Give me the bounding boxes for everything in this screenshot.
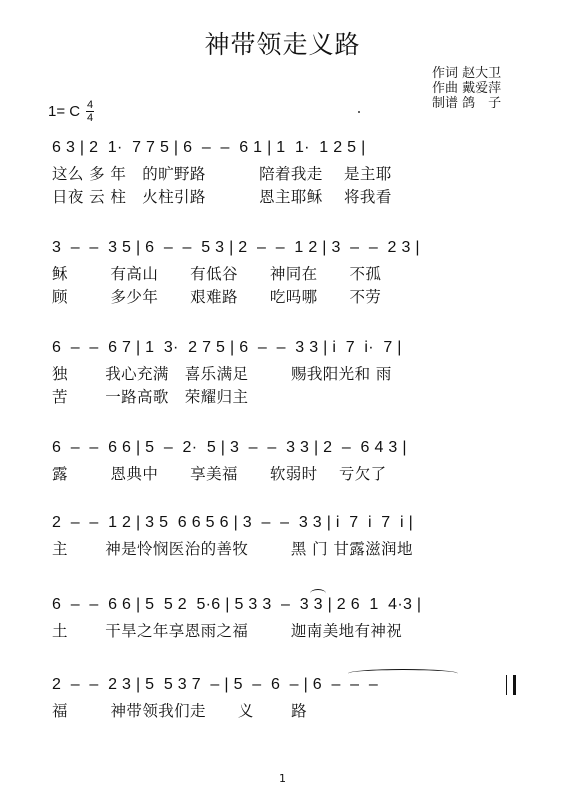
composer-credit: 作曲 戴爱萍 [432, 81, 502, 96]
notes-row: 6 – – 6 6 | 5 5 2 5·6 | 5 3 3 – 3 3 | 2 6 1 4·3 | [52, 596, 422, 613]
music-system-5 [52, 511, 522, 561]
page-number: 1 [279, 772, 286, 785]
music-system-4 [52, 436, 522, 486]
stray-dot-mark [358, 111, 360, 113]
lyrics-verse-1: 独 我心充满 喜乐满足 赐我阳光和 雨 [52, 365, 392, 383]
key-label: 1= C [48, 102, 81, 120]
lyrics-verse-2: 日夜 云 柱 火柱引路 恩主耶稣 将我看 [52, 188, 392, 206]
music-system-3 [52, 336, 522, 409]
lyrics-verse-1: 主 神是怜悯医治的善牧 黑 门 甘露滋润地 [52, 540, 413, 558]
notes-row: 2 – – 1 2 | 3 5 6 6 5 6 | 3 – – 3 3 | i 7 i 7 i | [52, 514, 414, 531]
lyrics-verse-1: 福 神带领我们走 义 路 [52, 702, 307, 720]
music-system-2 [52, 236, 522, 309]
lyrics-verse-1: 这么 多 年 的旷野路 陪着我走 是主耶 [52, 165, 392, 183]
lyrics-verse-2: 顾 多少年 艰难路 吃吗哪 不劳 [52, 288, 382, 306]
lyricist-credit: 作词 赵大卫 [432, 66, 502, 81]
lyrics-verse-1: 露 恩典中 享美福 软弱时 亏欠了 [52, 465, 387, 483]
music-system-7 [52, 673, 522, 723]
notes-row: 3 – – 3 5 | 6 – – 5 3 | 2 – – 1 2 | 3 – – 2 3 | [52, 239, 420, 256]
lyrics-verse-1: 稣 有高山 有低谷 神同在 不孤 [52, 265, 382, 283]
time-signature [86, 100, 94, 123]
time-signature-bottom: 4 [87, 111, 94, 124]
song-title: 神带领走义路 [204, 30, 361, 59]
notes-row: 6 3 | 2 1· 7 7 5 | 6 – – 6 1 | 1 1· 1 2 5 | [52, 139, 366, 156]
final-barline [506, 675, 516, 695]
lyrics-verse-1: 土 干旱之年享恩雨之福 迦南美地有神祝 [52, 622, 403, 640]
time-signature-top: 4 [87, 98, 94, 111]
credits [432, 66, 501, 111]
notes-row: 6 – – 6 6 | 5 – 2· 5 | 3 – – 3 3 | 2 – 6 4 3 | [52, 439, 407, 456]
lyrics-verse-2: 苦 一路高歌 荣耀归主 [52, 388, 249, 406]
notes-row: 2 – – 2 3 | 5 5 3 7 – | 5 – 6 – | 6 – – – [52, 676, 383, 693]
music-system-1 [52, 136, 522, 209]
notes-row: 6 – – 6 7 | 1 3· 2 7 5 | 6 – – 3 3 | i 7 i· 7 | [52, 339, 402, 356]
notation-credit: 制谱 鸽 子 [432, 96, 502, 111]
music-system-6 [52, 593, 522, 643]
key-signature [48, 98, 94, 124]
